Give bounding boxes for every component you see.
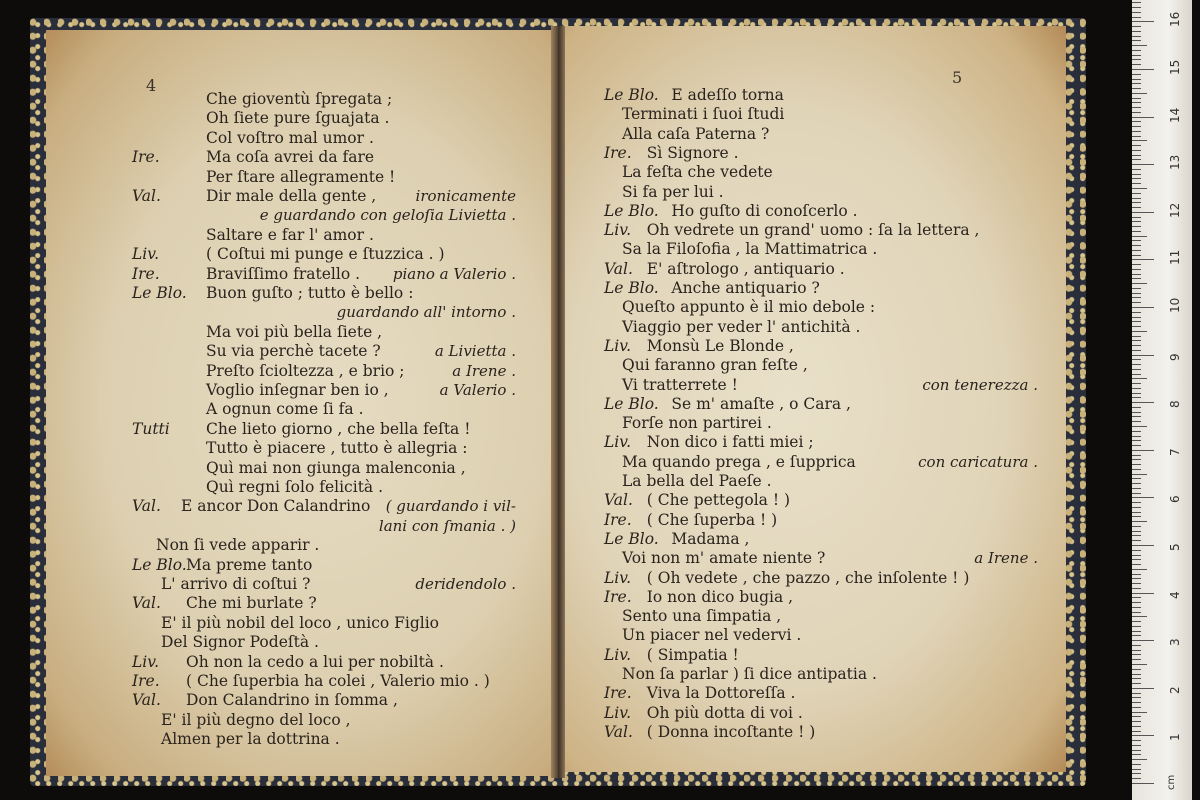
ruler-tick <box>1132 317 1141 318</box>
ruler-tick <box>1132 502 1141 503</box>
ruler-number: 8 <box>1168 400 1182 409</box>
ruler-number: 9 <box>1168 352 1182 361</box>
ruler-number: 5 <box>1168 543 1182 551</box>
verse-line: Viaggio per veder l' antichità . <box>622 317 861 336</box>
verse-line: E' aſtrologo , antiquario . <box>646 259 845 278</box>
ruler-tick <box>1132 721 1141 722</box>
speaker-name: Liv. <box>132 245 160 264</box>
ruler-tick <box>1132 240 1141 241</box>
ruler-tick <box>1132 474 1147 475</box>
verse-line: ( Coſtui mi punge e ſtuzzica . ) <box>206 245 445 264</box>
ruler-tick <box>1132 559 1141 560</box>
ruler-tick <box>1132 626 1141 627</box>
ruler-tick <box>1132 288 1141 289</box>
speaker-name: Val. <box>132 497 161 516</box>
verse-line: Col voſtro mal umor . <box>206 128 374 147</box>
ruler-tick <box>1132 274 1141 275</box>
ruler-tick <box>1132 545 1154 546</box>
ruler-tick <box>1132 588 1141 589</box>
stage-direction: ironicamente <box>415 187 516 205</box>
verse-line: Sa la Filoſofia , la Mattimatrica . <box>622 240 878 259</box>
ruler-tick <box>1132 259 1154 260</box>
ruler-tick <box>1132 207 1141 208</box>
ruler-tick <box>1132 645 1141 646</box>
ruler-number: 6 <box>1168 495 1182 504</box>
verse-line: Sento una ſimpatia , <box>622 607 782 626</box>
speaker-name: Le Blo. <box>604 86 659 104</box>
ruler-tick <box>1132 574 1141 575</box>
ruler-tick <box>1132 478 1141 479</box>
verse-line: Ma voi più bella ſiete , <box>206 322 383 341</box>
ruler-tick <box>1132 650 1141 651</box>
ruler-tick <box>1132 397 1141 398</box>
verse-line: E ancor Don Calandrino <box>181 497 371 516</box>
stage-direction: deridendolo . <box>415 575 516 593</box>
ruler-number: 3 <box>1168 638 1182 647</box>
ruler-tick <box>1132 735 1154 736</box>
verse-line: Anche antiquario ? <box>671 279 820 297</box>
verse-line: Non ſi vede apparir . <box>156 536 320 555</box>
verse-line: A ognun come ſi fa . <box>206 400 364 419</box>
ruler-tick <box>1132 640 1154 641</box>
ruler-tick <box>1132 597 1141 598</box>
ruler-tick <box>1132 88 1141 89</box>
ruler-number: 15 <box>1168 59 1182 75</box>
ruler-tick <box>1132 693 1141 694</box>
speaker-name: Liv. <box>604 703 632 722</box>
stage-direction: a Livietta . <box>434 342 516 361</box>
ruler-tick <box>1132 455 1141 456</box>
verse-line: Che lieto giorno , che bella feſta ! <box>206 419 471 438</box>
verse-line: Vi tratterrete ! <box>622 375 738 394</box>
ruler-unit-label: cm <box>1166 774 1177 790</box>
ruler-tick <box>1132 169 1141 170</box>
verse-line: ( Che ſuperba ! ) <box>646 510 778 529</box>
verse-line: Oh vedrete un grand' uomo : ſa la lettera , <box>646 221 980 240</box>
speaker-name: Liv. <box>604 645 632 664</box>
ruler-tick <box>1132 69 1154 70</box>
ruler-tick <box>1132 612 1141 613</box>
ruler-tick <box>1132 364 1141 365</box>
ruler-tick <box>1132 36 1141 37</box>
ruler-tick <box>1132 402 1154 403</box>
verse-line: Quì mai non giunga malenconia , <box>206 458 466 477</box>
ruler-tick <box>1132 464 1141 465</box>
ruler-tick <box>1132 107 1141 108</box>
ruler-tick <box>1132 326 1141 327</box>
ruler-tick <box>1132 245 1141 246</box>
ruler-tick <box>1132 555 1141 556</box>
verse-line: Voi non m' amate niente ? <box>622 549 826 568</box>
ruler-number: 14 <box>1168 107 1182 123</box>
ruler-tick <box>1132 340 1141 341</box>
ruler-tick <box>1132 731 1141 732</box>
ruler-tick <box>1132 269 1141 270</box>
ruler-tick <box>1132 488 1141 489</box>
ruler-tick <box>1132 293 1141 294</box>
ruler-tick <box>1132 759 1147 760</box>
ruler-tick <box>1132 74 1141 75</box>
ruler-tick <box>1132 136 1141 137</box>
verse-line: ( Oh vedete , che pazzo , che inſolente ! ) <box>646 568 970 587</box>
verse-line: Terminati i ſuoi ſtudi <box>622 105 785 124</box>
verse-line: ( Che ſuperbia ha colei , Valerio mio . ) <box>186 672 490 690</box>
ruler-tick <box>1132 198 1141 199</box>
speaker-name: Val. <box>604 722 633 741</box>
ruler-tick <box>1132 540 1141 541</box>
ruler-tick <box>1132 93 1147 94</box>
ruler-tick <box>1132 507 1141 508</box>
ruler-tick <box>1132 688 1154 689</box>
verse-line: Su via perchè tacete ? <box>206 342 381 361</box>
ruler-tick <box>1132 602 1141 603</box>
ruler-tick <box>1132 740 1141 741</box>
stage-direction: a Irene . <box>974 549 1038 568</box>
verse-line: Se m' amaſte , o Cara , <box>671 394 851 413</box>
ruler-tick <box>1132 79 1141 80</box>
ruler-tick <box>1132 431 1141 432</box>
speaker-name: Val. <box>132 594 161 613</box>
ruler-tick <box>1132 131 1141 132</box>
ruler-tick <box>1132 583 1141 584</box>
verse-line: Un piacer nel vedervi . <box>622 626 802 645</box>
speaker-name: Val. <box>132 691 161 710</box>
speaker-name: Liv. <box>132 652 160 671</box>
ruler-tick <box>1132 159 1141 160</box>
ruler-tick <box>1132 535 1141 536</box>
ruler-tick <box>1132 531 1141 532</box>
ruler-tick <box>1132 264 1141 265</box>
ruler-tick <box>1132 174 1141 175</box>
speaker-name: Le Blo. <box>604 529 659 548</box>
ruler-number: 16 <box>1168 12 1182 28</box>
ruler-tick <box>1132 750 1141 751</box>
ruler-tick <box>1132 121 1141 122</box>
ruler-tick <box>1132 550 1141 551</box>
ruler-tick <box>1132 336 1141 337</box>
verse-line: Almen per la dottrina . <box>161 730 340 749</box>
ruler-tick <box>1132 26 1141 27</box>
verse-line: Monsù Le Blonde , <box>646 336 794 355</box>
ruler-tick <box>1132 497 1154 498</box>
page-number-left: 4 <box>146 76 157 95</box>
ruler-tick <box>1132 102 1141 103</box>
ruler-tick <box>1132 631 1141 632</box>
speaker-name: Liv. <box>604 568 632 587</box>
speaker-name: Val. <box>604 259 633 278</box>
ruler-tick <box>1132 526 1141 527</box>
ruler-tick <box>1132 193 1141 194</box>
verse-line: Ho guſto di conoſcerlo . <box>671 201 858 220</box>
speaker-name: Ire. <box>604 684 632 703</box>
verse-line: Tutto è piacere , tutto è allegria : <box>206 439 468 458</box>
ruler-tick <box>1132 255 1141 256</box>
ruler-tick <box>1132 669 1141 670</box>
measuring-ruler <box>1132 0 1192 800</box>
verse-line: Buon guſto ; tutto è bello : <box>206 284 414 302</box>
ruler-tick <box>1132 674 1141 675</box>
verse-line: Non dico i fatti miei ; <box>646 433 814 452</box>
speaker-name: Liv. <box>604 433 632 452</box>
ruler-tick <box>1132 21 1154 22</box>
ruler-tick <box>1132 17 1141 18</box>
ruler-tick <box>1132 440 1141 441</box>
ruler-tick <box>1132 31 1141 32</box>
ruler-tick <box>1132 564 1141 565</box>
ruler-number: 1 <box>1168 733 1182 742</box>
verse-line: ( Simpatia ! <box>646 645 739 664</box>
stage-direction: a Irene . <box>452 361 516 380</box>
ruler-tick <box>1132 350 1141 351</box>
speaker-name: Val. <box>604 491 633 510</box>
ruler-tick <box>1132 654 1141 655</box>
ruler-tick <box>1132 388 1141 389</box>
ruler-tick <box>1132 155 1141 156</box>
ruler-tick <box>1132 312 1141 313</box>
ruler-tick <box>1132 697 1141 698</box>
speaker-name: Ire. <box>132 264 160 283</box>
ruler-tick <box>1132 578 1141 579</box>
ruler-tick <box>1132 45 1147 46</box>
verse-line: Si fa per lui . <box>622 182 724 201</box>
ruler-tick <box>1132 183 1141 184</box>
ruler-tick <box>1132 483 1141 484</box>
verse-line: Oh non la cedo a lui per nobiltà . <box>186 652 444 671</box>
ruler-tick <box>1132 221 1141 222</box>
ruler-tick <box>1132 231 1141 232</box>
speaker-name: Ire. <box>132 148 160 167</box>
ruler-tick <box>1132 607 1141 608</box>
ruler-tick <box>1132 217 1141 218</box>
stage-direction: a Valerio . <box>439 381 516 399</box>
left-page <box>46 30 556 776</box>
ruler-tick <box>1132 702 1141 703</box>
ruler-tick <box>1132 393 1141 394</box>
ruler-tick <box>1132 2 1141 3</box>
stage-direction: e guardando con geloſia Livietta . <box>259 206 516 225</box>
speaker-name: Ire. <box>604 587 632 606</box>
stage-direction: guardando all' intorno . <box>336 303 516 322</box>
ruler-tick <box>1132 512 1141 513</box>
speaker-name: Liv. <box>604 221 632 240</box>
verse-line: Quì regni ſolo felicità . <box>206 478 384 496</box>
ruler-tick <box>1132 516 1141 517</box>
verse-line: Alla caſa Paterna ? <box>622 124 770 143</box>
ruler-tick <box>1132 407 1141 408</box>
right-page <box>560 26 1066 772</box>
speaker-name: Ire. <box>604 510 632 529</box>
ruler-tick <box>1132 188 1147 189</box>
ruler-number: 4 <box>1168 590 1182 599</box>
ruler-tick <box>1132 226 1141 227</box>
ruler-tick <box>1132 302 1141 303</box>
ruler-tick <box>1132 250 1141 251</box>
verse-line: Queſto appunto è il mio debole : <box>622 298 876 317</box>
speaker-name: Le Blo. <box>604 279 659 297</box>
verse-line: E' il più degno del loco , <box>161 710 351 729</box>
ruler-tick <box>1132 421 1141 422</box>
stage-direction: con tenerezza . <box>922 375 1038 394</box>
ruler-tick <box>1132 745 1141 746</box>
verse-line: Voglio inſegnar ben io , <box>206 381 389 399</box>
ruler-tick <box>1132 50 1141 51</box>
verse-line: E adeſſo torna <box>671 86 784 104</box>
ruler-tick <box>1132 140 1147 141</box>
ruler-tick <box>1132 621 1141 622</box>
ruler-tick <box>1132 436 1141 437</box>
verse-line: La feſta che vedete <box>622 163 773 182</box>
ruler-tick <box>1132 359 1141 360</box>
ruler-tick <box>1132 145 1141 146</box>
ruler-tick <box>1132 773 1141 774</box>
ruler-tick <box>1132 664 1147 665</box>
verse-line: Del Signor Podeſtà . <box>161 633 319 652</box>
page-number-right: 5 <box>952 68 963 87</box>
verse-line: Qui faranno gran feſte , <box>622 356 808 375</box>
speaker-name: Ire. <box>132 672 160 690</box>
ruler-tick <box>1132 726 1141 727</box>
ruler-tick <box>1132 278 1141 279</box>
ruler-tick <box>1132 283 1147 284</box>
verse-line: Braviſſimo fratello . <box>206 264 361 283</box>
ruler-tick <box>1132 83 1141 84</box>
ruler-number: 7 <box>1168 448 1182 456</box>
ruler-tick <box>1132 59 1141 60</box>
ruler-tick <box>1132 445 1141 446</box>
ruler-tick <box>1132 426 1147 427</box>
ruler-tick <box>1132 355 1154 356</box>
speaker-name: Le Blo. <box>604 394 659 413</box>
verse-line: Ma quando prega , e ſupprica <box>622 452 856 471</box>
speaker-name: Le Blo. <box>132 284 187 302</box>
ruler-tick <box>1132 307 1154 308</box>
ruler-tick <box>1132 7 1141 8</box>
ruler-tick <box>1132 112 1141 113</box>
verse-line: L' arrivo di coſtui ? <box>161 575 311 593</box>
ruler-tick <box>1132 12 1141 13</box>
ruler-tick <box>1132 635 1141 636</box>
ruler-tick <box>1132 783 1154 784</box>
ruler-tick <box>1132 297 1141 298</box>
ruler-number: 2 <box>1168 686 1182 694</box>
ruler-tick <box>1132 764 1141 765</box>
verse-line: Viva la Dottoreſſa . <box>646 684 796 703</box>
ruler-tick <box>1132 117 1154 118</box>
verse-line: La bella del Paeſe . <box>622 472 772 490</box>
ruler-tick <box>1132 369 1141 370</box>
ruler-tick <box>1132 374 1141 375</box>
ruler-tick <box>1132 778 1141 779</box>
ruler-number: 13 <box>1168 154 1182 171</box>
ruler-tick <box>1132 493 1141 494</box>
ruler-tick <box>1132 416 1141 417</box>
ruler-tick <box>1132 769 1141 770</box>
ruler-tick <box>1132 593 1154 594</box>
stage-direction: ( guardando i vil- <box>385 497 516 516</box>
ruler-tick <box>1132 521 1147 522</box>
ruler-number: 12 <box>1168 202 1182 218</box>
verse-line: Oh ſiete pure ſguajata . <box>206 109 390 128</box>
speaker-name: Tutti <box>132 419 170 438</box>
ruler-tick <box>1132 64 1141 65</box>
ruler-tick <box>1132 40 1141 41</box>
ruler-tick <box>1132 412 1141 413</box>
ruler-tick <box>1132 202 1141 203</box>
ruler-number: 11 <box>1168 250 1182 266</box>
verse-line: Don Calandrino in ſomma , <box>186 691 398 710</box>
stage-direction: lani con ſmania . ) <box>378 516 516 535</box>
ruler-tick <box>1132 126 1141 127</box>
speaker-name: Le Blo. <box>604 201 659 220</box>
ruler-tick <box>1132 569 1147 570</box>
verse-line: Saltare e far l' amor . <box>206 225 374 244</box>
ruler-tick <box>1132 178 1141 179</box>
ruler-tick <box>1132 754 1141 755</box>
verse-line: Oh più dotta di voi . <box>646 703 803 722</box>
speaker-name: Ire. <box>604 143 632 162</box>
verse-line: Per ſtare allegramente ! <box>206 167 396 186</box>
verse-line: Non ſa parlar ) ſi dice antipatia . <box>622 665 877 683</box>
ruler-number: 10 <box>1168 297 1182 313</box>
ruler-tick <box>1132 707 1141 708</box>
verse-line: Ma preme tanto <box>186 555 313 574</box>
ruler-tick <box>1132 345 1141 346</box>
verse-line: Forſe non partirei . <box>622 414 772 433</box>
ruler-tick <box>1132 683 1141 684</box>
ruler-tick <box>1132 321 1141 322</box>
verse-line: Madama , <box>671 529 750 548</box>
ruler-tick <box>1132 55 1141 56</box>
stage-direction: piano a Valerio . <box>392 264 516 283</box>
ruler-tick <box>1132 378 1147 379</box>
ruler-tick <box>1132 98 1141 99</box>
ruler-tick <box>1132 236 1147 237</box>
ruler-tick <box>1132 150 1141 151</box>
ruler-tick <box>1132 212 1154 213</box>
stage-direction: con caricatura . <box>918 452 1038 471</box>
ruler-tick <box>1132 469 1141 470</box>
ruler-tick <box>1132 450 1154 451</box>
ruler-tick <box>1132 616 1147 617</box>
verse-line: Che gioventù ſpregata ; <box>206 90 393 108</box>
ruler-tick <box>1132 659 1141 660</box>
speaker-name: Val. <box>132 187 161 205</box>
verse-line: Io non dico bugia , <box>646 587 794 606</box>
ruler-tick <box>1132 712 1147 713</box>
speaker-name: Liv. <box>604 336 632 355</box>
verse-line: ( Che pettegola ! ) <box>646 491 791 510</box>
verse-line: E' il più nobil del loco , unico Figlio <box>161 613 440 632</box>
verse-line: Che mi burlate ? <box>186 594 317 613</box>
ruler-tick <box>1132 716 1141 717</box>
ruler-tick <box>1132 383 1141 384</box>
ruler-tick <box>1132 459 1141 460</box>
verse-line: Dir male della gente , <box>206 187 377 205</box>
speaker-name: Le Blo. <box>132 555 187 574</box>
ruler-tick <box>1132 331 1147 332</box>
verse-line: Ma coſa avrei da fare <box>206 148 375 167</box>
verse-line: Preſto ſcioltezza , e brio ; <box>206 361 405 380</box>
ruler-tick <box>1132 164 1154 165</box>
book-gutter <box>551 26 565 778</box>
verse-line: ( Donna incoſtante ! ) <box>646 722 816 741</box>
verse-line: Sì Signore . <box>646 143 739 162</box>
ruler-tick <box>1132 678 1141 679</box>
